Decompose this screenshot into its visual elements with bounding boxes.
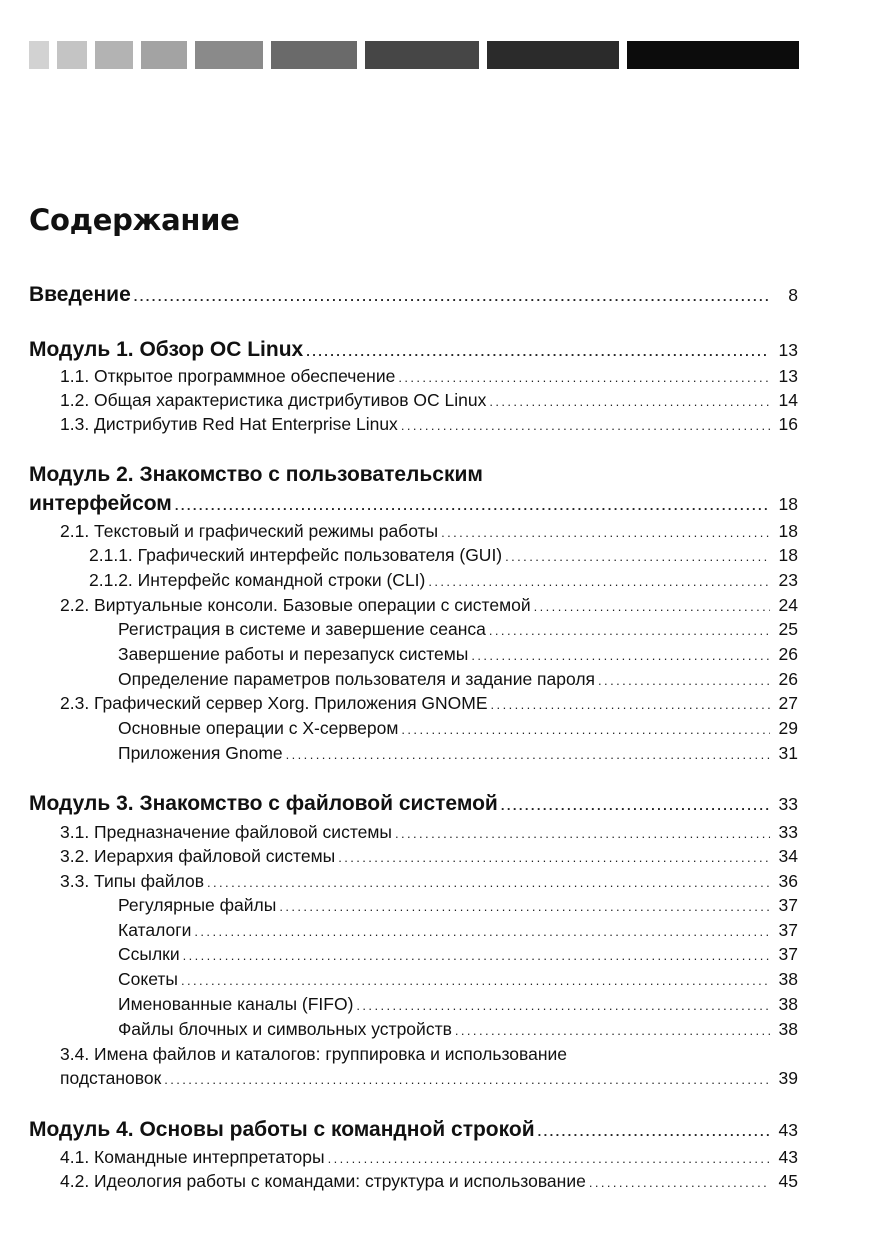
toc-entry-title: Определение параметров пользователя и задание пароля [118, 669, 596, 689]
toc-entry-title: 4.1. Командные интерпретаторы [60, 1147, 325, 1167]
toc-entry-page: 18 [778, 545, 798, 565]
toc-topic[interactable] [118, 994, 798, 1015]
toc-entry-title: 3.3. Типы файлов [60, 871, 205, 891]
toc-entry-title: 2.3. Графический сервер Xorg. Приложения GNOME [60, 693, 488, 713]
toc-entry-title: Завершение работы и перезапуск системы [118, 644, 469, 664]
toc-section[interactable] [60, 822, 798, 843]
toc-entry-page: 38 [778, 1019, 798, 1039]
toc-entry-title: 2.2. Виртуальные консоли. Базовые операции с системой [60, 595, 531, 615]
toc-entry-page: 45 [778, 1171, 798, 1191]
toc-entry-title: Ссылки [118, 944, 180, 964]
toc-topic[interactable] [118, 669, 798, 690]
toc-entry-page: 34 [778, 846, 798, 866]
toc-section[interactable] [60, 846, 798, 867]
toc-entry-page: 38 [778, 969, 798, 989]
toc-module-2[interactable] [29, 492, 798, 516]
toc-entry-page: 33 [778, 794, 798, 814]
toc-topic[interactable] [118, 718, 798, 739]
toc-entry-page: 13 [778, 340, 798, 360]
toc-section[interactable] [60, 390, 798, 411]
toc-topic[interactable] [118, 944, 798, 965]
toc-entry-title: 2.1.2. Интерфейс командной строки (CLI) [89, 570, 426, 590]
toc-section[interactable] [60, 693, 798, 714]
toc-entry-page: 26 [778, 669, 798, 689]
toc-entry-page: 14 [778, 390, 798, 410]
toc-section[interactable] [60, 521, 798, 542]
toc-entry-title: Сокеты [118, 969, 178, 989]
toc-section[interactable] [60, 1068, 798, 1089]
toc-entry-page: 37 [778, 920, 798, 940]
toc-entry-page: 26 [778, 644, 798, 664]
toc-entry-title: Модуль 4. Основы работы с командной строкой [29, 1118, 535, 1141]
page-title: Содержание [29, 203, 240, 237]
toc-topic[interactable] [118, 969, 798, 990]
toc-entry-title: 3.4. Имена файлов и каталогов: группировка и использование [60, 1044, 568, 1064]
toc-entry-page: 18 [778, 494, 798, 514]
toc-entry-title: Модуль 1. Обзор ОС Linux [29, 338, 304, 361]
toc-entry-title: 4.2. Идеология работы с командами: структура и использование [60, 1171, 586, 1191]
toc-entry-title: 1.1. Открытое программное обеспечение [60, 366, 396, 386]
toc-entry-title: Файлы блочных и символьных устройств [118, 1019, 452, 1039]
toc-topic[interactable] [118, 920, 798, 941]
toc-entry-title: 3.1. Предназначение файловой системы [60, 822, 392, 842]
toc-entry-page: 18 [778, 521, 798, 541]
toc-entry-page: 38 [778, 994, 798, 1014]
toc-subsection[interactable] [89, 570, 798, 591]
toc-entry-page: 33 [778, 822, 798, 842]
toc-entry-title: 3.2. Иерархия файловой системы [60, 846, 336, 866]
toc-section-3-4-line1[interactable] [60, 1044, 798, 1065]
toc-entry-page: 31 [778, 743, 798, 763]
toc-entry-page: 37 [778, 895, 798, 915]
toc-section[interactable] [60, 366, 798, 387]
toc-entry-title: Введение [29, 283, 131, 306]
toc-topic[interactable] [118, 619, 798, 640]
toc-entry-title: интерфейсом [29, 492, 172, 515]
toc-entry-page: 24 [778, 595, 798, 615]
toc-entry-title: Регистрация в системе и завершение сеанса [118, 619, 486, 639]
toc-entry-page: 13 [778, 366, 798, 386]
toc-section[interactable] [60, 1171, 798, 1192]
toc-entry-page: 25 [778, 619, 798, 639]
toc-entry-intro[interactable] [29, 283, 798, 307]
toc-entry-title: подстановок [60, 1068, 162, 1088]
toc-entry-title: Каталоги [118, 920, 192, 940]
toc-entry-page: 29 [778, 718, 798, 738]
toc-section[interactable] [60, 595, 798, 616]
toc-topic[interactable] [118, 743, 798, 764]
toc-entry-page: 8 [788, 285, 798, 305]
toc-entry-title: 1.2. Общая характеристика дистрибутивов ОС Linux [60, 390, 487, 410]
toc-entry-page: 37 [778, 944, 798, 964]
toc-entry-page: 43 [778, 1147, 798, 1167]
toc-entry-title: Основные операции с X-сервером [118, 718, 399, 738]
toc-module-2-title-line1[interactable]: Модуль 2. Знакомство с пользовательским [29, 463, 483, 486]
toc-section[interactable] [60, 414, 798, 435]
toc-entry-page: 39 [778, 1068, 798, 1088]
toc-topic[interactable] [118, 1019, 798, 1040]
toc-entry-title: Именованные каналы (FIFO) [118, 994, 354, 1014]
toc-entry-page: 23 [778, 570, 798, 590]
toc-entry-title: Приложения Gnome [118, 743, 283, 763]
toc-entry-page: 43 [778, 1120, 798, 1140]
toc-entry-title: Регулярные файлы [118, 895, 277, 915]
toc-entry-page: 36 [778, 871, 798, 891]
toc-section[interactable] [60, 871, 798, 892]
toc-entry-title: 1.3. Дистрибутив Red Hat Enterprise Linux [60, 414, 398, 434]
toc-entry-title: Модуль 3. Знакомство с файловой системой [29, 792, 498, 815]
toc-entry-title: 2.1.1. Графический интерфейс пользователя (GUI) [89, 545, 503, 565]
toc-entry-title: 2.1. Текстовый и графический режимы работы [60, 521, 439, 541]
toc-entry-page: 27 [778, 693, 798, 713]
toc-topic[interactable] [118, 644, 798, 665]
toc-section[interactable] [60, 1147, 798, 1168]
toc-entry-page: 16 [778, 414, 798, 434]
toc-module-1[interactable] [29, 338, 798, 362]
toc-module-3[interactable] [29, 792, 798, 816]
toc-module-4[interactable] [29, 1118, 798, 1142]
toc-topic[interactable] [118, 895, 798, 916]
toc-subsection[interactable] [89, 545, 798, 566]
